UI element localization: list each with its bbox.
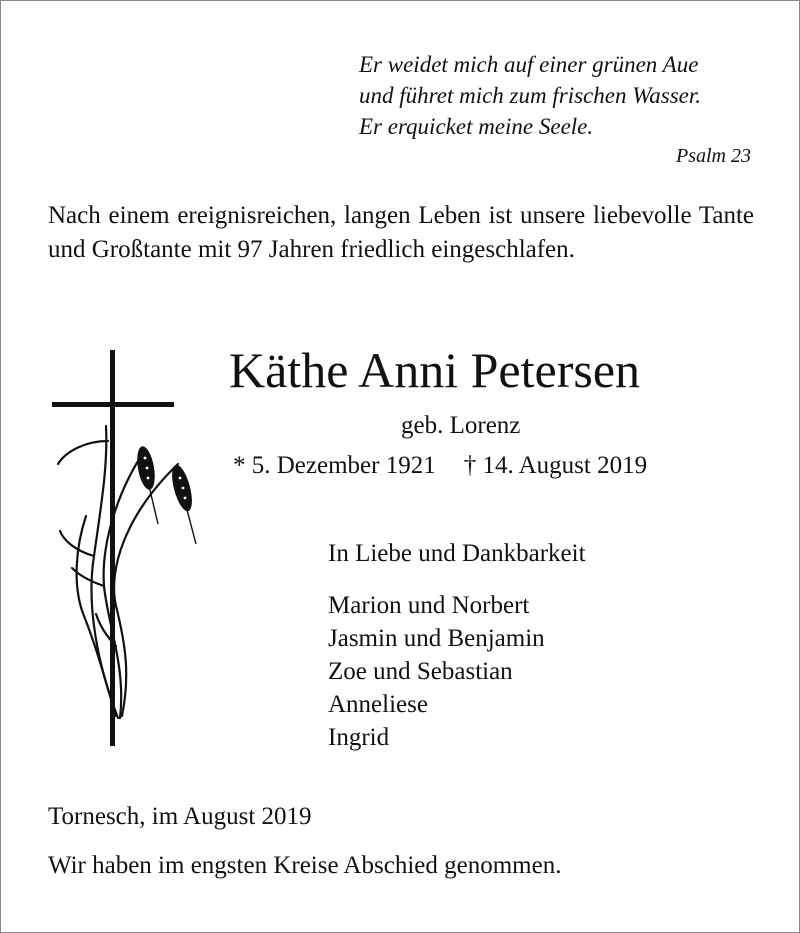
- mourner-name: Zoe und Sebastian: [328, 658, 513, 685]
- life-dates: [233, 449, 647, 483]
- psalm-line: Er weidet mich auf einer grünen Aue: [359, 52, 699, 77]
- thanks-line: In Liebe und Dankbarkeit: [328, 540, 586, 567]
- cross-with-wheat-icon: [46, 346, 206, 751]
- place-date: Tornesch, im August 2019: [48, 803, 312, 830]
- birth-date: * 5. Dezember 1921: [233, 452, 436, 479]
- psalm-line: und führet mich zum frischen Wasser.: [359, 83, 702, 108]
- psalm-quote: [331, 49, 751, 168]
- death-date: † 14. August 2019: [463, 452, 648, 479]
- farewell-note: Wir haben im engsten Kreise Abschied genommen.: [48, 852, 562, 879]
- mourner-name: Anneliese: [328, 691, 428, 718]
- birth-name: geb. Lorenz: [401, 412, 521, 439]
- mourner-name: Jasmin und Benjamin: [328, 625, 545, 652]
- mourner-name: Ingrid: [328, 724, 390, 751]
- mourner-name: Marion und Norbert: [328, 592, 530, 619]
- mourners-list: [328, 589, 545, 754]
- deceased-name: Käthe Anni Petersen: [229, 342, 641, 398]
- psalm-line: Er erquicket meine Seele.: [359, 114, 594, 139]
- intro-text: Nach einem ereignisreichen, langen Leben ist unsere liebevolle Tante und Großtante mit 97 Jahren friedlich eingeschlafen.: [48, 202, 754, 263]
- psalm-source: Psalm 23: [676, 145, 751, 167]
